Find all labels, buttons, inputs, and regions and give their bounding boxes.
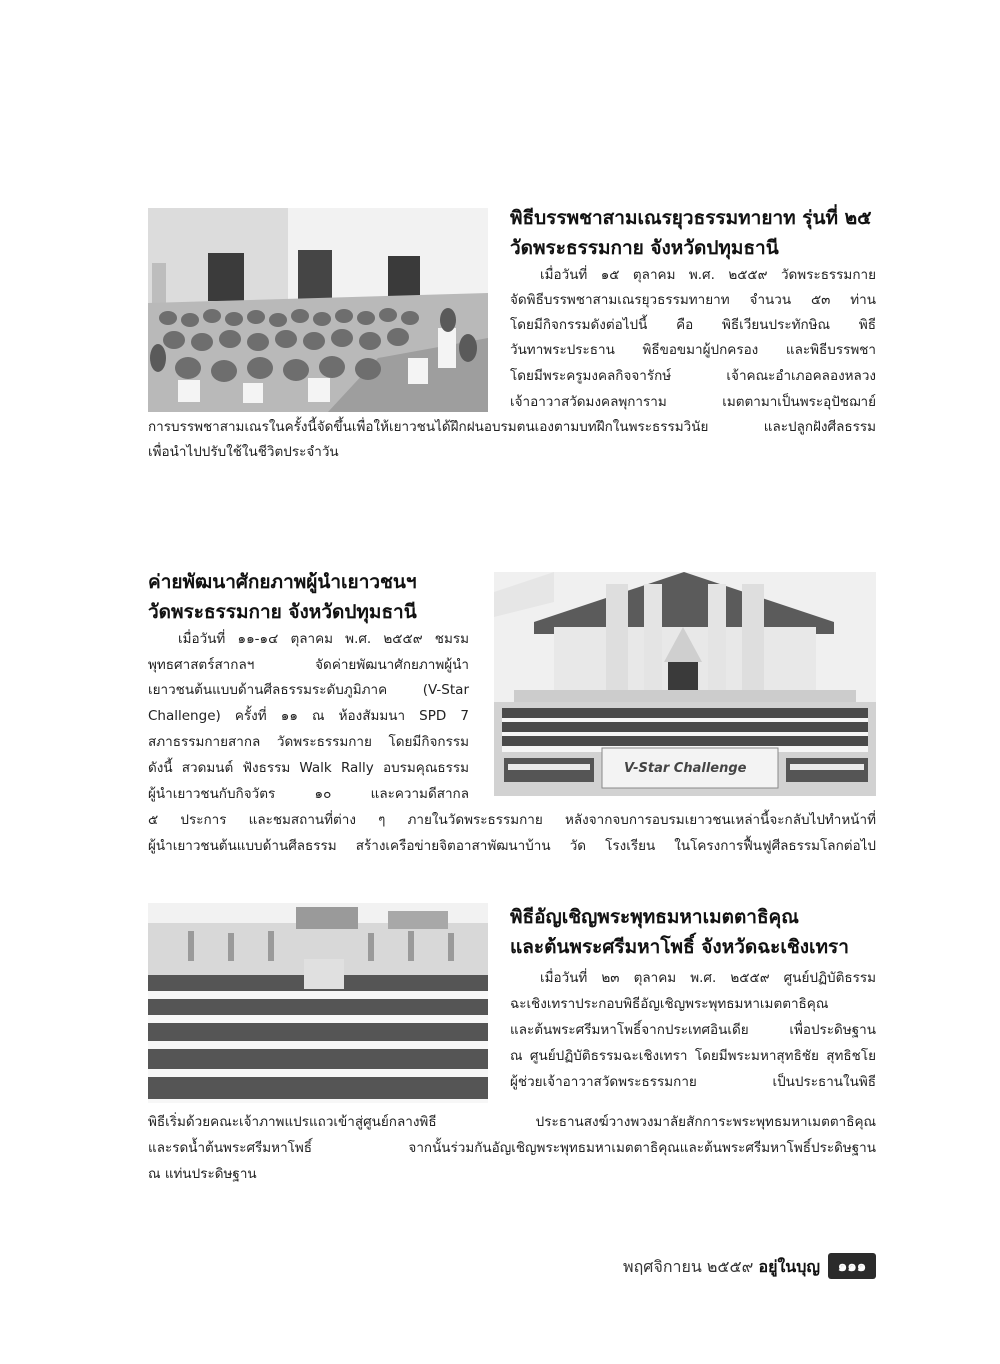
- article1-line: การบรรพชาสามเณรในครั้งนี้จัดขึ้นเพื่อให้เยาวชนได้ฝึกฝนอบรมตนเองตามบทฝึกในพระธรรมวินัย และปลูกฝังศีลธรรม: [148, 419, 876, 435]
- article3-line: เมื่อวันที่ ๒๓ ตุลาคม พ.ศ. ๒๕๕๙ ศูนย์ปฏิบัติธรรม: [540, 970, 876, 986]
- article2-line: สภาธรรมกายสากล วัดพระธรรมกาย โดยมีกิจกรรม: [148, 734, 469, 750]
- article2-title-line1: ค่ายพัฒนาศักยภาพผู้นำเยาวชนฯ: [148, 571, 417, 593]
- article2-title-line2: วัดพระธรรมกาย จังหวัดปทุมธานี: [148, 601, 417, 623]
- photo-buddha-enshrinement-ceremony: [148, 903, 488, 1103]
- article3-title-line2: และต้นพระศรีมหาโพธิ์ จังหวัดฉะเชิงเทรา: [510, 936, 849, 958]
- article2-line: ดังนี้ สวดมนต์ ฟังธรรม Walk Rally อบรมคุณธรรม: [148, 760, 469, 776]
- article3-line: และต้นพระศรีมหาโพธิ์จากประเทศอินเดีย เพื่อประดิษฐาน: [510, 1022, 876, 1038]
- article3-title-line1: พิธีอัญเชิญพระพุทธมหาเมตตาธิคุณ: [510, 906, 799, 928]
- photo-vstar-camp-group: [494, 572, 876, 796]
- footer-issue-info: [623, 1255, 820, 1279]
- article1-line: เจ้าอาวาสวัดมงคลพุการาม เมตตามาเป็นพระอุปัชฌาย์: [510, 394, 876, 410]
- article2-line: เมื่อวันที่ ๑๑-๑๔ ตุลาคม พ.ศ. ๒๕๕๙ ชมรม: [178, 631, 469, 647]
- article3-line: และรดน้ำต้นพระศรีมหาโพธิ์ จากนั้นร่วมกันอัญเชิญพระพุทธมหาเมตตาธิคุณและต้นพระศรีมหาโพธิ์ประดิษฐาน: [148, 1140, 876, 1156]
- photo-novice-ordination-image: [148, 208, 488, 412]
- article1-line: โดยมีกิจกรรมดังต่อไปนี้ คือ พิธีเวียนประทักษิณ พิธี: [510, 317, 876, 333]
- article2-line: เยาวชนต้นแบบด้านศีลธรรมระดับภูมิภาค (V-Star: [148, 682, 469, 698]
- article3-line: ฉะเชิงเทราประกอบพิธีอัญเชิญพระพุทธมหาเมตตาธิคุณ: [510, 996, 829, 1012]
- article1-title-line2: วัดพระธรรมกาย จังหวัดปทุมธานี: [510, 237, 779, 259]
- article1-line: เพื่อนำไปปรับใช้ในชีวิตประจำวัน: [148, 444, 339, 460]
- photo-buddha-enshrinement-image: [148, 903, 488, 1103]
- article2-line: Challenge) ครั้งที่ ๑๑ ณ ห้องสัมมนา SPD 7: [148, 708, 469, 724]
- footer-magazine-name: อยู่ในบุญ: [758, 1257, 820, 1276]
- vstar-banner-text: V-Star Challenge: [624, 761, 747, 776]
- article1-title-line1: พิธีบรรพชาสามเณรยุวธรรมทายาท รุ่นที่ ๒๕: [510, 207, 872, 229]
- footer-issue-date: พฤศจิกายน ๒๕๕๙: [623, 1257, 754, 1276]
- article1-line: วันทาพระประธาน พิธีขอขมาผู้ปกครอง และพิธีบรรพชา: [510, 342, 876, 358]
- article1-line: จัดพิธีบรรพชาสามเณรยุวธรรมทายาท จำนวน ๕๓ ท่าน: [510, 292, 876, 308]
- article1-line: โดยมีพระครูมงคลกิจจารักษ์ เจ้าคณะอำเภอคลองหลวง: [510, 368, 876, 384]
- article3-line: พิธีเริ่มด้วยคณะเจ้าภาพแปรแถวเข้าสู่ศูนย์กลางพิธี ประธานสงฆ์วางพวงมาลัยสักการะพระพุทธมหาเมตตาธิคุณ: [148, 1114, 876, 1130]
- article1-line: เมื่อวันที่ ๑๕ ตุลาคม พ.ศ. ๒๕๕๙ วัดพระธรรมกาย: [540, 267, 876, 283]
- article3-line: ณ ศูนย์ปฏิบัติธรรมฉะเชิงเทรา โดยมีพระมหาสุทธิชัย สุทธิชโย: [510, 1048, 876, 1064]
- photo-novice-ordination: [148, 208, 488, 412]
- article2-line: ผู้นำเยาวชนกับกิจวัตร ๑๐ และความดีสากล: [148, 786, 469, 802]
- article3-line: ณ แท่นประดิษฐาน: [148, 1166, 257, 1182]
- article2-line: ผู้นำเยาวชนต้นแบบด้านศีลธรรม สร้างเครือข่ายจิตอาสาพัฒนาบ้าน วัด โรงเรียน ในโครงการฟื้นฟูศีลธรรมโลกต่อไป: [148, 838, 876, 854]
- article3-line: ผู้ช่วยเจ้าอาวาสวัดพระธรรมกาย เป็นประธานในพิธี: [510, 1074, 876, 1090]
- photo-vstar-camp-image: [494, 572, 876, 796]
- article2-line: พุทธศาสตร์สากลฯ จัดค่ายพัฒนาศักยภาพผู้นำ: [148, 657, 469, 673]
- page-number-badge: ๑๑๑: [828, 1253, 876, 1279]
- article2-line: ๕ ประการ และชมสถานที่ต่าง ๆ ภายในวัดพระธรรมกาย หลังจากจบการอบรมเยาวชนเหล่านี้จะกลับไปทำหน้าที่: [148, 812, 876, 828]
